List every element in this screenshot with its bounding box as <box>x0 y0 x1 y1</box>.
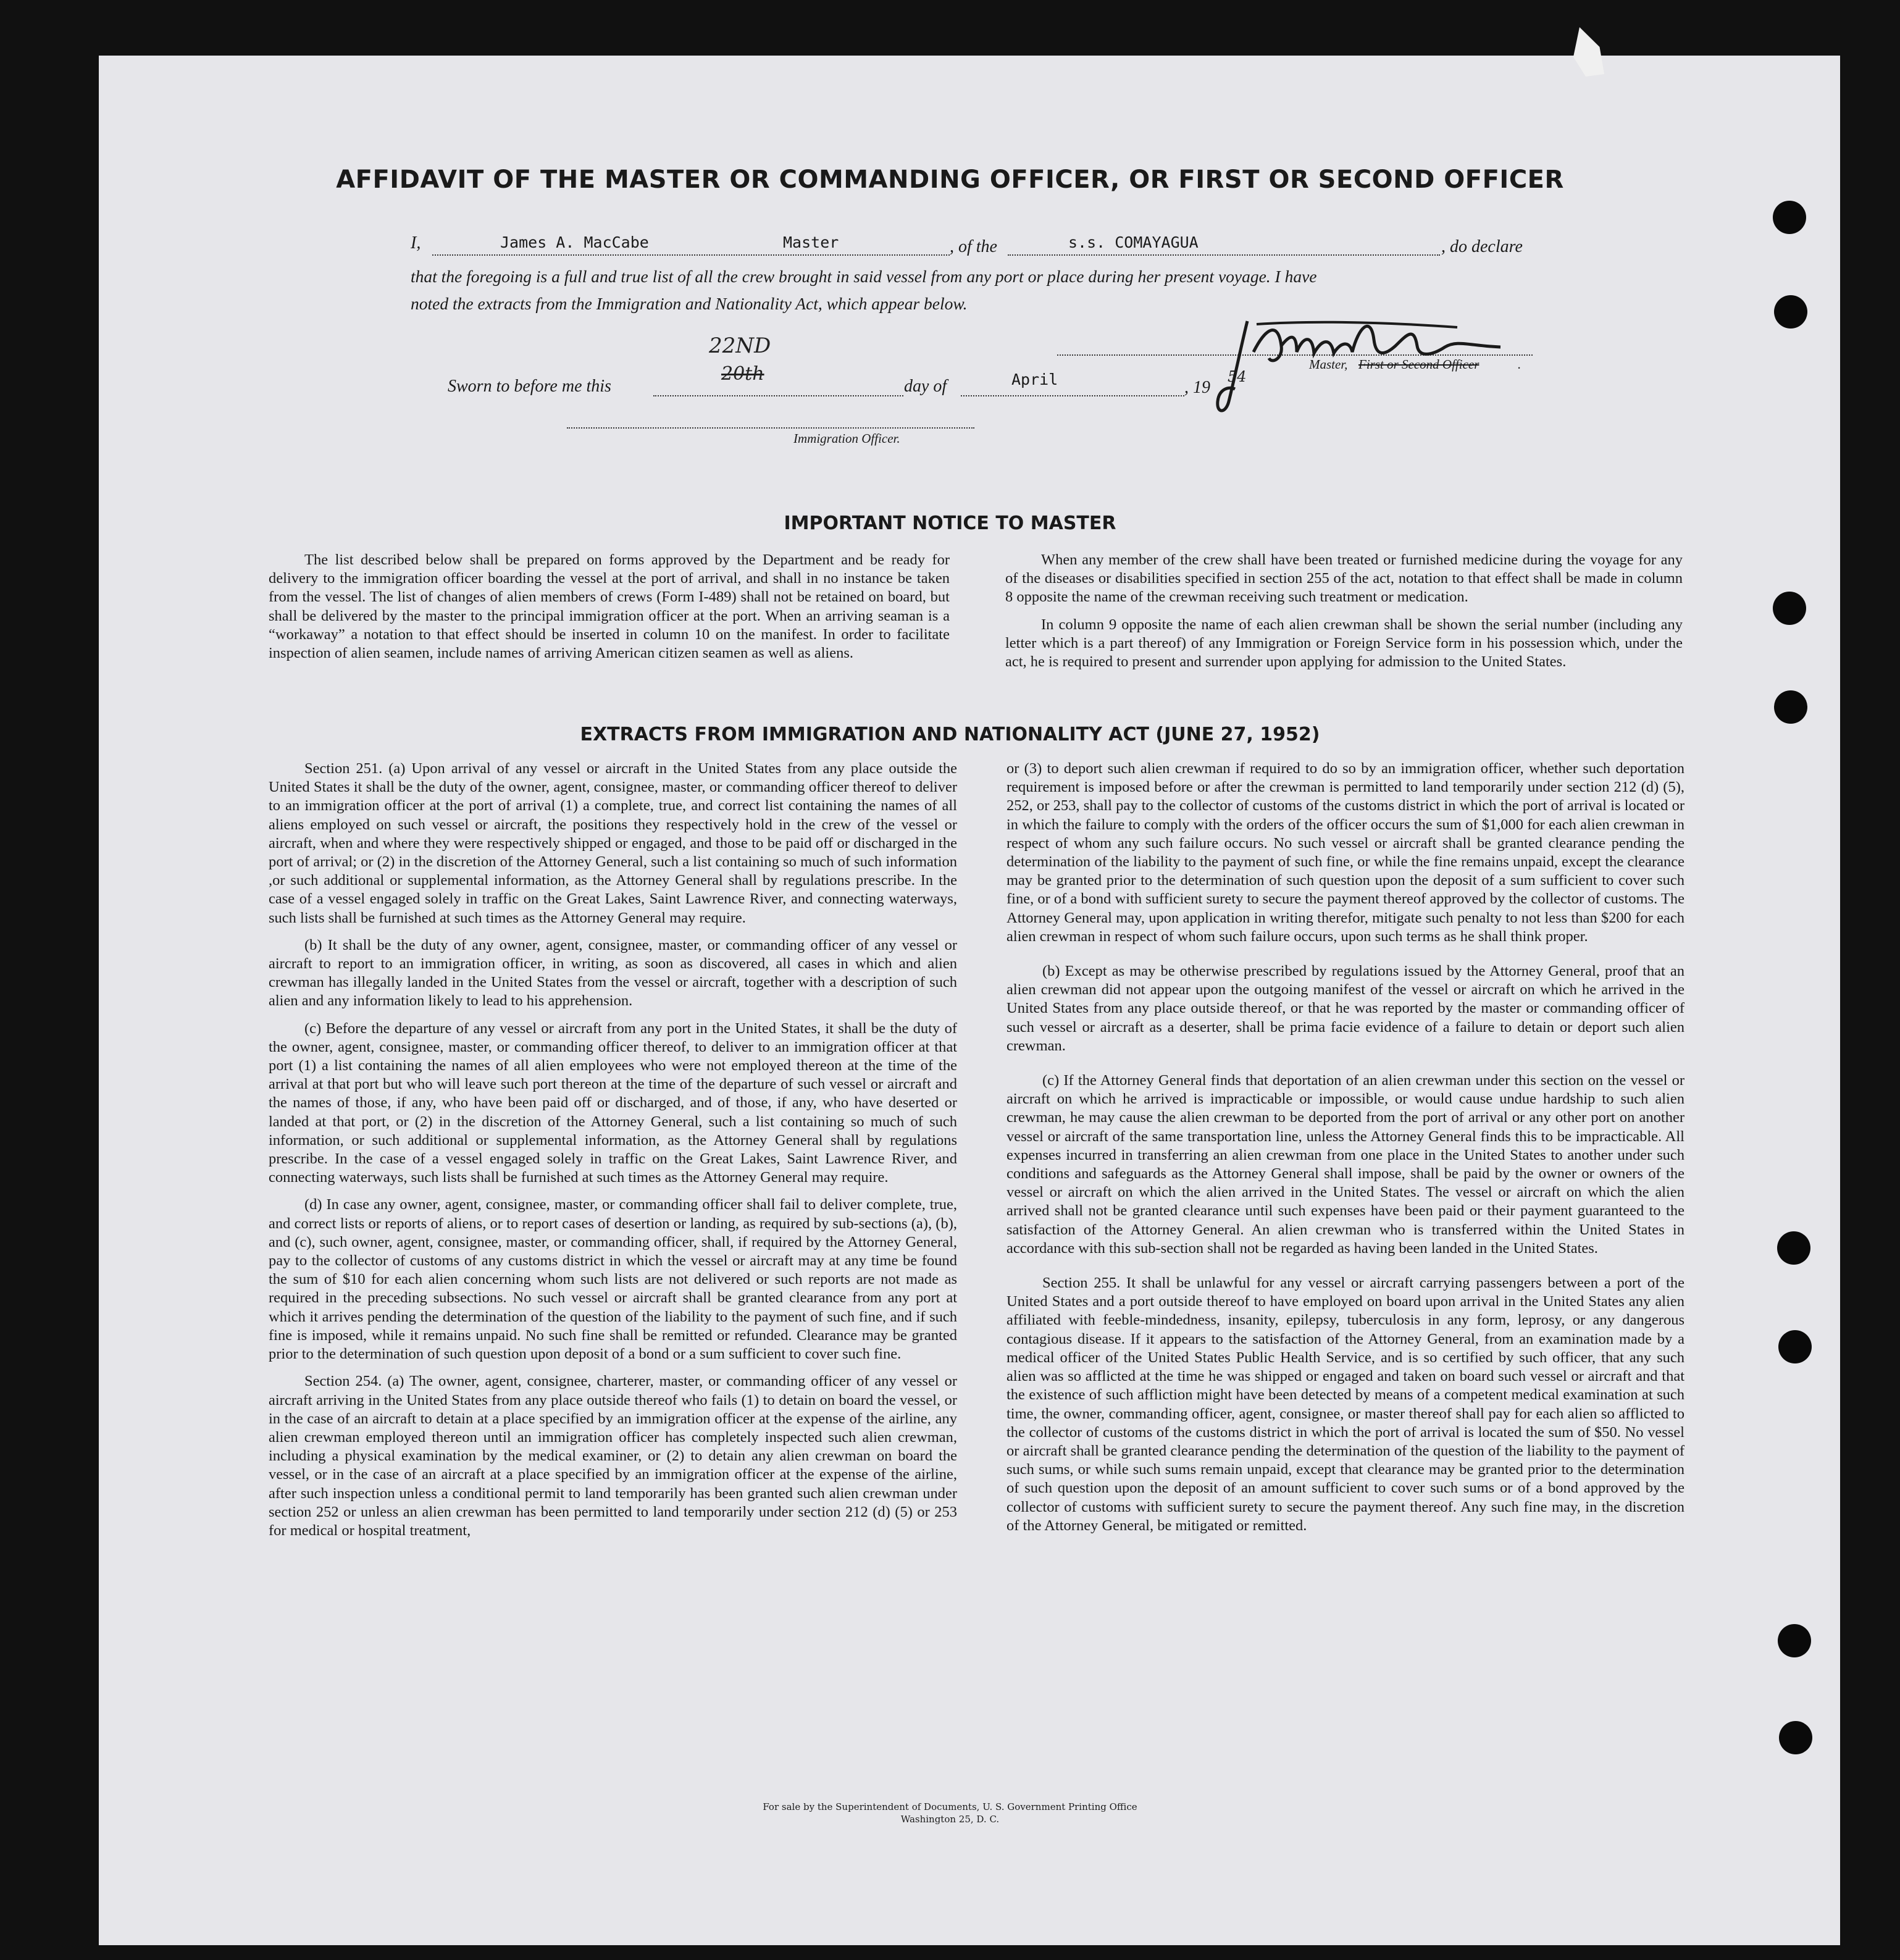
vessel-field-line <box>1008 254 1440 256</box>
binder-hole <box>1779 1721 1812 1754</box>
binder-hole <box>1777 1231 1810 1265</box>
notice-right-paragraph-2: In column 9 opposite the name of each alien crewman shall be shown the serial number (including any letter which is a part thereof) of any Immigration or Foreign Service form in his possession which, under the act, he is required to present and surrender upon applying for admission to the United States. <box>1005 616 1683 671</box>
month-field-line <box>961 395 1184 396</box>
notice-right-paragraph-1: When any member of the crew shall have been treated or furnished medicine during the voyage for any of the diseases or disabilities specified in section 255 of the act, notation to that effect shall be made in column 8 opposite the name of the crewman receiving such treatment or medication. <box>1005 551 1683 606</box>
section-254-a-continued: or (3) to deport such alien crewman if required to do so by an immigration officer, whether such deportation requirement is imposed before or after the crewman is permitted to land temporarily under section 212 (d) (5), 252, or 253, shall pay to the collector of customs of the customs district in which the port of arrival is located or in which the failure to comply with the orders of the officer occurs the sum of $1,000 for each alien crewman in respect of whom any such failure occurs. No such vessel or aircraft shall be granted clearance pending the determination of the liability to the payment of such fine, or while the fine remains unpaid, except the clearance may be granted prior to the determination of such question upon the deposit of a sum sufficient to cover such fine, or of a bond with sufficient surety to secure the payment thereof approved by the collector of customs. The Attorney General may, upon application in writing therefor, mitigate such penalty to not less than $200 for each alien crewman in respect of whom such failure occurs, upon such terms as he shall think proper. <box>1006 760 1684 945</box>
printing-office-footer <box>0 1801 1900 1825</box>
section-255: Section 255. It shall be unlawful for any vessel or aircraft carrying passengers between a port of the United States and a port outside thereof to have employed on board upon arrival in the United States any alien affiliated with feeble-mindedness, insanity, epilepsy, tuberculosis in any form, leprosy, or any dangerous contagious disease. If it appears to the satisfaction of the Attorney General, from an examination made by a medical officer of the United States Public Health Service, and is so certified by such officer, that any such alien was so afflicted at the time he was shipped or engaged and taken on board such vessel or aircraft and that the existence of such affliction might have been detected by means of a competent medical examination at such time, the owner, commanding officer, agent, consignee, or master thereof shall pay for each alien so afflicted to the collector of customs of the customs district in which the port of arrival is located the sum of $50. No vessel or aircraft shall be granted clearance pending the determination of the question of the liability to the payment of such sums, or while such sums remain unpaid, except that clearance may be granted prior to the determination of such question upon the deposit of an amount sufficient to cover such sums or of a bond approved by the collector of customs with sufficient surety to secure the payment thereof. Any such fine may, in the discretion of the Attorney General, be mitigated or remitted. <box>1006 1275 1684 1534</box>
section-251-d: (d) In case any owner, agent, consignee, master, or commanding officer shall fail to deliver complete, true, and correct lists or reports of aliens, or to report cases of desertion or landing, as required by sub-sections (a), (b), and (c), such owner, agent, consignee, master, or commanding officer, shall, if required by the Attorney General, pay to the collector of customs of any customs district in which the vessel or aircraft may at any time be found the sum of $10 for each alien concerning whom such lists are not delivered or such reports are not made as required in the preceding subsections. No such vessel or aircraft shall be granted clearance from any port at which it arrives pending the determination of the question of the liability to the payment of such fine, and if such fine is imposed, while it remains unpaid. No such fine shall be remitted or refunded. Clearance may be granted prior to the determination of such question upon deposit of a bond or a sum sufficient to cover such fine. <box>269 1196 957 1363</box>
vessel-name: s.s. COMAYAGUA <box>1068 233 1199 251</box>
binder-hole <box>1774 295 1807 329</box>
of-the-label: , of the <box>950 237 997 256</box>
master-label-end: . <box>1518 357 1521 372</box>
notice-heading: IMPORTANT NOTICE TO MASTER <box>784 513 1116 534</box>
master-label: Master, <box>1309 357 1348 372</box>
day-of-label: day of <box>904 377 947 396</box>
immigration-officer-line <box>567 427 974 429</box>
footer-line-2: Washington 25, D. C. <box>900 1814 1000 1825</box>
section-254-b: (b) Except as may be otherwise prescribed by regulations issued by the Attorney General, proof that an alien crewman did not appear upon the outgoing manifest of the vessel or aircraft on which he arrived in the United States from any place outside thereof, or that he was reported by the master or commanding officer of such vessel or aircraft as a deserter, shall be prima facie evidence of a failure to detain or deport such alien crewman. <box>1006 963 1684 1054</box>
year-prefix: , 19 <box>1184 378 1210 397</box>
section-251-c: (c) Before the departure of any vessel or aircraft from any port in the United States, it shall be the duty of the owner, agent, consignee, master, or commanding officer thereof, to deliver to an immigration officer at that port (1) a list containing the names of all alien employees who were not employed thereon at the time of the arrival at that port but who will leave such port thereon at the time of the departure of such vessel or aircraft and the names of those, if any, who have been paid off or discharged, and of those, if any, who have deserted or landed at that port, or (2) in the discretion of the Attorney General, such a list containing so much of such information, or such additional or supplemental information, as the Attorney General shall by regulations prescribe. In the case of a vessel engaged solely in traffic on the Great Lakes, Saint Lawrence River, and connecting waterways, such lists shall be furnished at such times as the Attorney General may require. <box>269 1020 957 1186</box>
immigration-officer-label: Immigration Officer. <box>793 431 900 446</box>
struck-officer-label: First or Second Officer <box>1358 357 1479 372</box>
declaration-line-3: noted the extracts from the Immigration and Nationality Act, which appear below. <box>411 294 968 313</box>
do-declare-label: , do declare <box>1441 237 1523 256</box>
section-251-a: Section 251. (a) Upon arrival of any vessel or aircraft in the United States from any place outside the United States it shall be the duty of the owner, agent, consignee, master, or commanding officer thereof to deliver to an immigration officer at the port of arrival (1) a complete, true, and correct list containing the names of all aliens employed on such vessel or aircraft, the positions they respectively hold in the crew of the vessel or aircraft, when and where they were respectively shipped or engaged, and those to be paid off or discharged in the port of arrival; or (2) in the discretion of the Attorney General, such a list containing so much of such information ,or such additional or supplemental information, as the Attorney General shall by regulations prescribe. In the case of a vessel engaged solely in traffic on the Great Lakes, Saint Lawrence River, and connecting waterways, such lists shall be furnished at such times as the Attorney General may require. <box>269 760 957 926</box>
section-251-b: (b) It shall be the duty of any owner, agent, consignee, master, or commanding officer of any vessel or aircraft to report to an immigration officer, in writing, as soon as discovered, all cases in which and alien crewman has illegally landed in the United States from the vessel or aircraft, together with a description of such alien and any information likely to lead to his apprehension. <box>269 936 957 1010</box>
master-rank: Master <box>783 233 839 251</box>
declaration-line-2: that the foregoing is a full and true list of all the crew brought in said vessel from any port or place during her present voyage. I have <box>411 267 1317 286</box>
notice-right-column <box>1005 551 1683 680</box>
day-field-line <box>653 395 903 396</box>
footer-line-1: For sale by the Superintendent of Documents, U. S. Government Printing Office <box>763 1801 1137 1812</box>
section-254-c: (c) If the Attorney General finds that deportation of an alien crewman under this section on the vessel or aircraft on which he arrived is impracticable or impossible, or would cause undue hardship to such alien crewman, he may cause the alien crewman to be deported from the port of arrival or any other port on another vessel or aircraft of the same transportation line, unless the Attorney General finds this to be impracticable. All expenses incurred in transferring an alien crewman from one place in the United States to another under such conditions and safeguards as the Attorney General shall impose, shall be paid by the owner or owners of the vessel or aircraft on which the alien arrived in the United States. The vessel or aircraft on which the alien arrived shall not be granted clearance until such expenses have been paid or their payment guaranteed to the satisfaction of the Attorney General. An alien crewman who is transferred within the United States in accordance with this sub-section shall not be regarded as having been landed in the United States. <box>1006 1072 1684 1257</box>
binder-hole <box>1778 1624 1811 1657</box>
extracts-left-column <box>269 760 957 1549</box>
sworn-label: Sworn to before me this <box>448 377 611 396</box>
name-field-line <box>432 254 950 256</box>
master-name: James A. MacCabe <box>500 233 649 251</box>
struck-day: 20th <box>721 363 764 385</box>
document-title: AFFIDAVIT OF THE MASTER OR COMMANDING OFFICER, OR FIRST OR SECOND OFFICER <box>336 165 1564 194</box>
binder-hole <box>1773 201 1806 234</box>
binder-hole <box>1773 592 1806 625</box>
handwritten-day: 22ND <box>709 333 771 358</box>
notice-left-column <box>269 551 950 671</box>
handwritten-year: 54 <box>1228 368 1247 385</box>
binder-hole <box>1774 690 1807 724</box>
extracts-heading: EXTRACTS FROM IMMIGRATION AND NATIONALITY ACT (JUNE 27, 1952) <box>580 724 1320 745</box>
binder-hole <box>1778 1330 1812 1363</box>
declaration-i: I, <box>411 233 421 253</box>
section-254-a: Section 254. (a) The owner, agent, consignee, charterer, master, or commanding officer of any vessel or aircraft arriving in the United States from any place outside thereof who fails (1) to detain on board the vessel, or in the case of an aircraft to detain at a place specified by an immigration officer at the expense of the airline, any alien crewman employed thereon until an immigration officer has completely inspected such alien crewman, including a physical examination by the medical examiner, or (2) to detain any alien crewman on board the vessel, or in the case of an aircraft at a place specified by an immigration officer at the expense of the airline, after such inspection unless a conditional permit to land temporarily has been granted such alien crewman under section 252 or unless an alien crewman has been permitted to land temporarily under section 212 (d) (5) or 253 for medical or hospital treatment, <box>269 1373 957 1539</box>
sworn-month: April <box>1011 371 1058 388</box>
extracts-right-column <box>1006 760 1684 1544</box>
notice-left-paragraph: The list described below shall be prepared on forms approved by the Department and be ready for delivery to the immigration officer boarding the vessel at the port of arrival, and shall in no instance be taken from the vessel. The list of changes of alien members of crews (Form I-489) shall not be retained on board, but shall be delivered by the master to the principal immigration officer at the port. When an arriving seaman is a “workaway” a notation to that effect should be inserted in column 10 on the manifest. In order to facilitate inspection of alien seamen, include names of arriving American citizen seamen as well as aliens. <box>269 551 950 662</box>
